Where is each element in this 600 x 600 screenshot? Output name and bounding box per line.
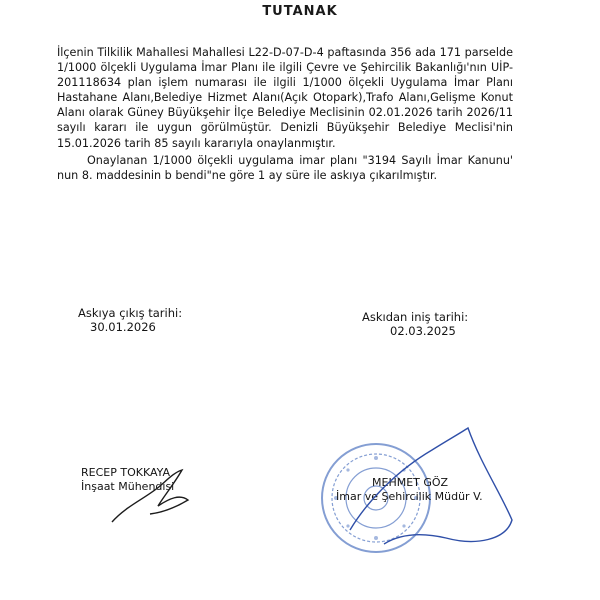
posting-in-block <box>362 310 468 338</box>
signatory-right <box>336 476 483 504</box>
signatory-left <box>81 466 174 494</box>
signatory-left-title: İnşaat Mühendisi <box>81 480 175 493</box>
body-paragraph-1: İlçenin Tilkilik Mahallesi Mahallesi L22-D-07-D-4 paftasında 356 ada 171 parselde 1/1000 ölçekli Uygulama İmar Planı ile ilgili Çevre ve Şehircilik Bakanlığı'nın UİP-201118634 plan işlem numarası ile ilgili 1/1000 ölçekli Uygulama İmar Planı Hastahane Alanı,Belediye Hizmet Alanı(Açık Otopark),Trafo Alanı,Gelişme Konut Alanı olarak Güney Büyükşehir İlçe Belediye Meclisinin 02.01.2026 tarih 2026/11 sayılı kararı ile uygun görülmüştür. Denizli Büyükşehir Belediye Meclisi'nin 15.01.2026 tarih 85 sayılı kararıyla onaylanmıştır. <box>57 46 513 150</box>
posting-out-block <box>78 306 182 334</box>
posting-out-label: Askıya çıkış tarihi: <box>78 306 183 320</box>
signatory-right-name: MEHMET GÖZ <box>372 476 449 489</box>
posting-in-date: 02.03.2025 <box>390 324 456 338</box>
posting-out-date: 30.01.2026 <box>90 320 156 334</box>
signatory-right-title: İmar ve Şehircilik Müdür V. <box>336 490 483 503</box>
document-title: TUTANAK <box>262 4 338 19</box>
body-paragraph-2: Onaylanan 1/1000 ölçekli uygulama imar planı "3194 Sayılı İmar Kanunu' nun 8. maddesinin b bendi"ne göre 1 ay süre ile askıya çıkarılmıştır. <box>57 153 513 182</box>
posting-in-label: Askıdan iniş tarihi: <box>362 310 469 324</box>
signatory-left-name: RECEP TOKKAYA <box>81 466 171 479</box>
document-body <box>57 45 513 183</box>
